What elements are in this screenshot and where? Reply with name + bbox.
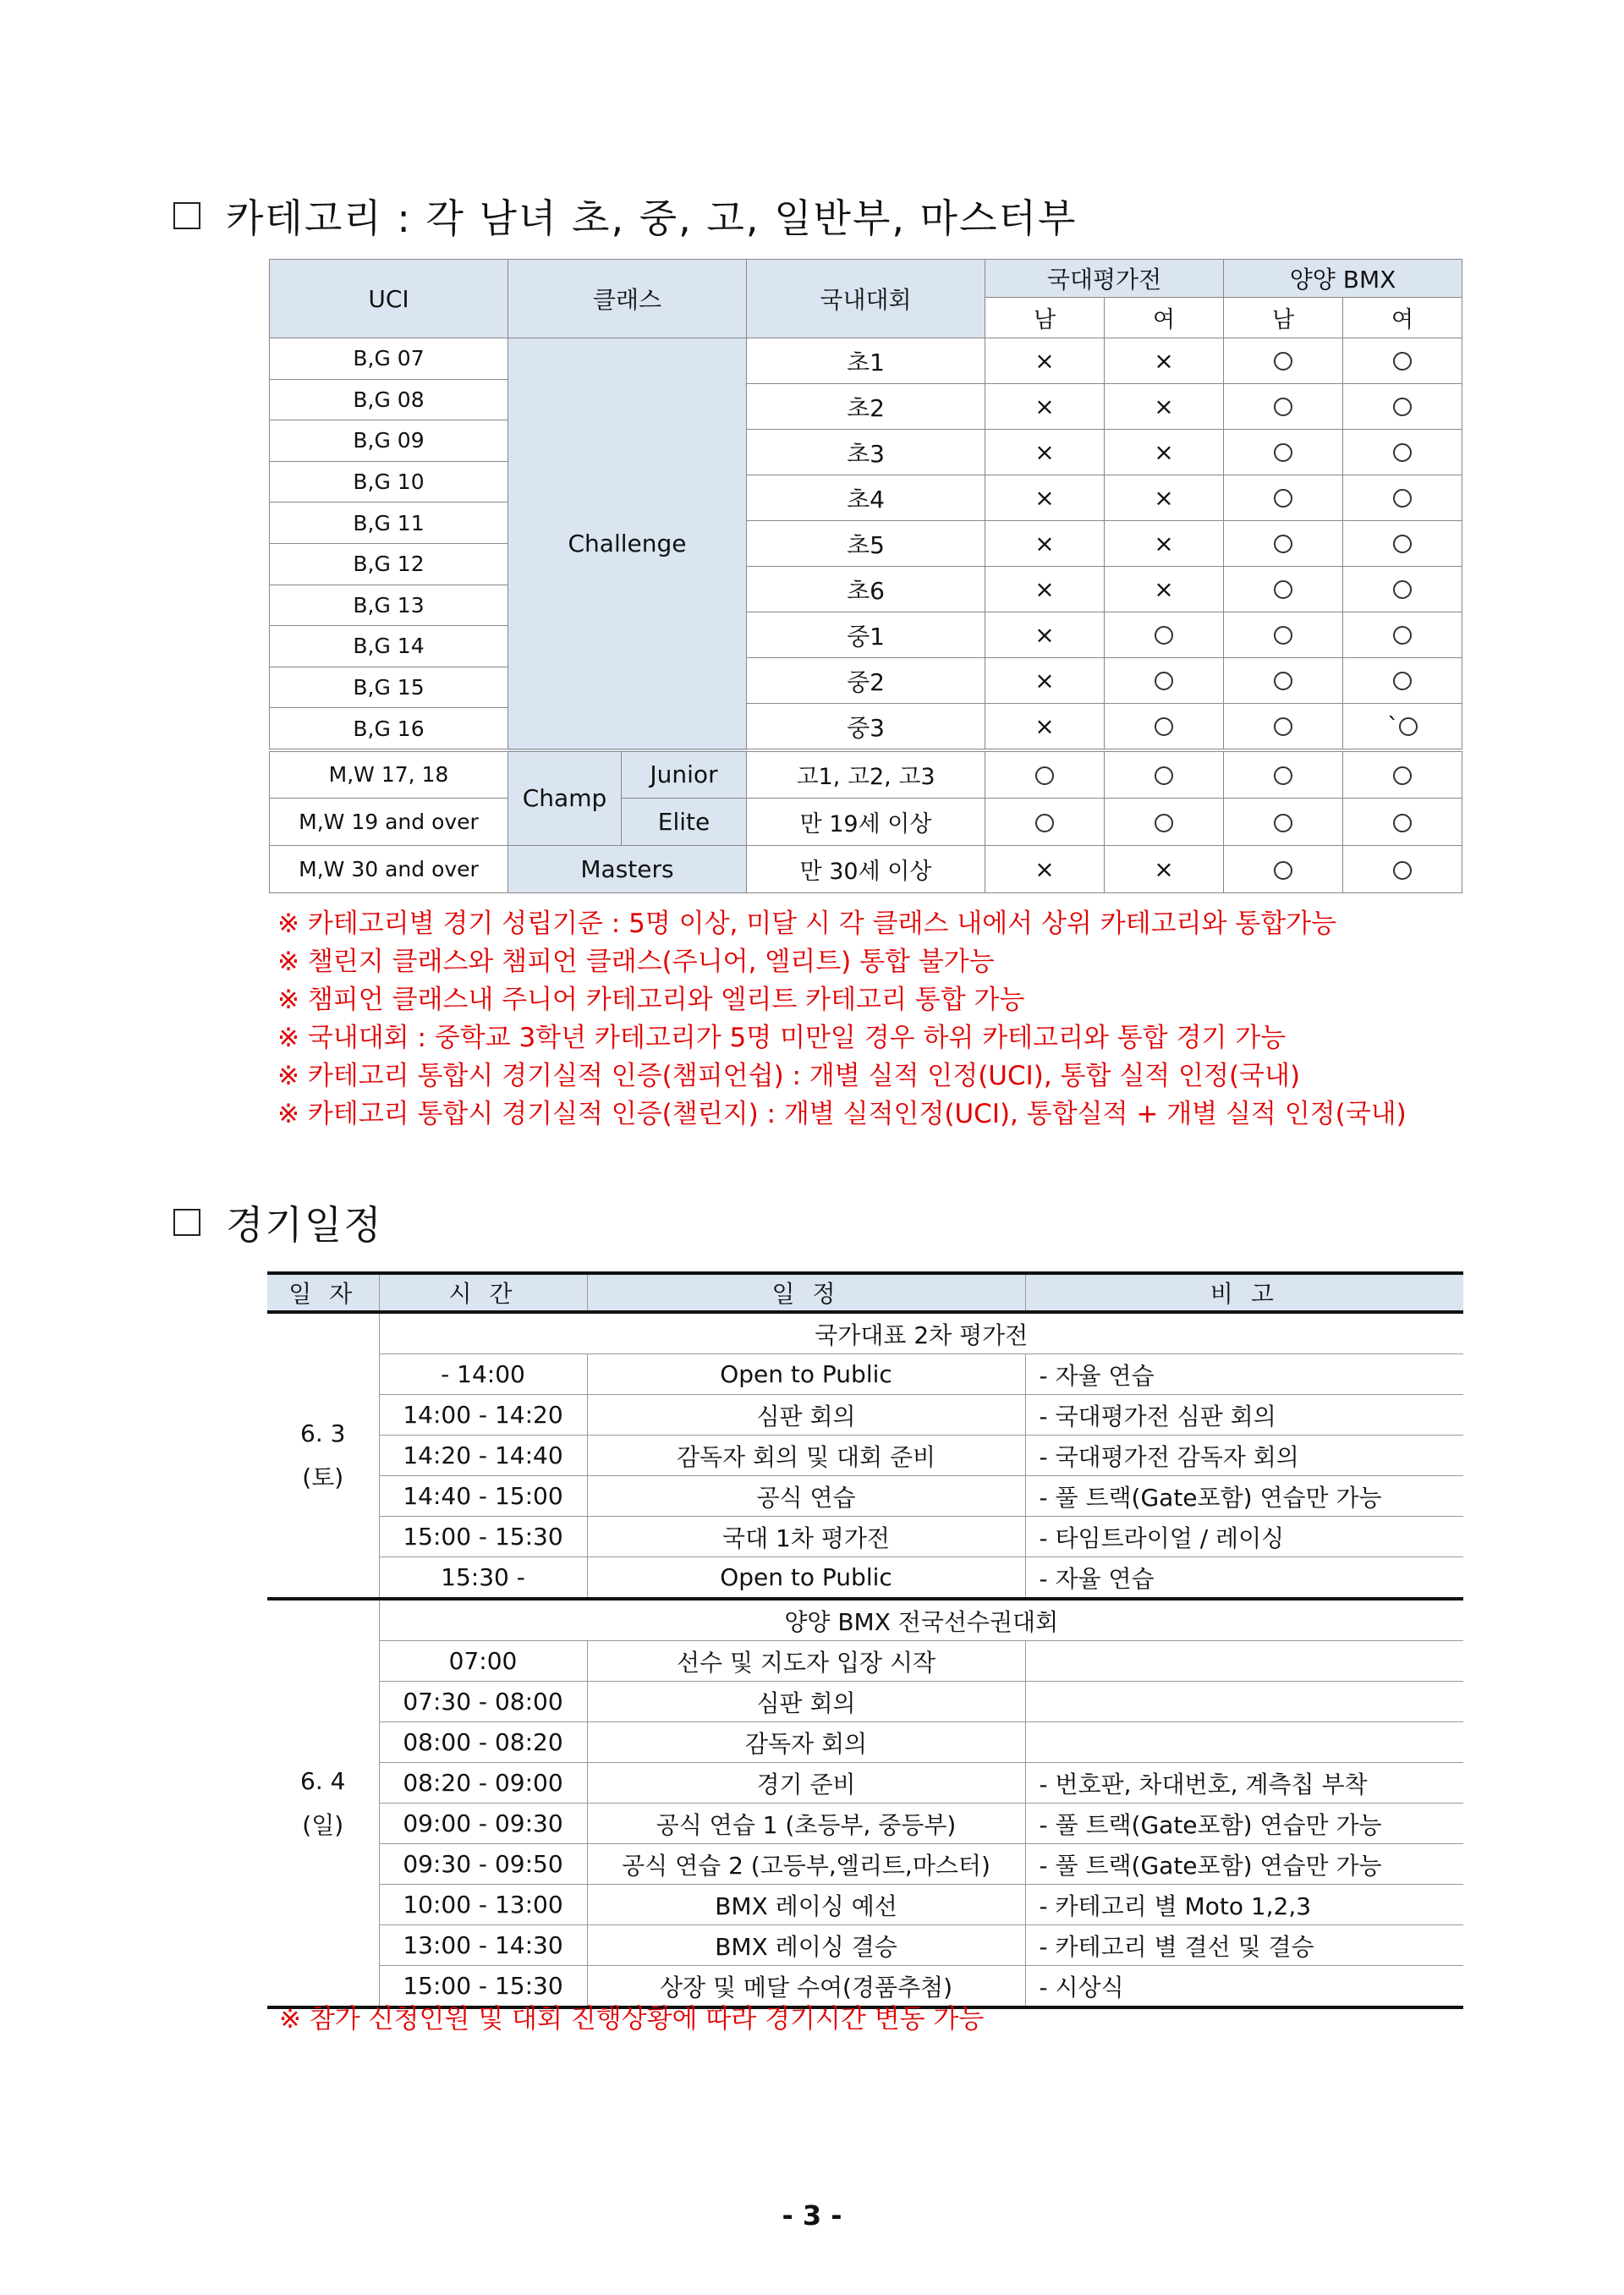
time-cell: 15:30 - <box>379 1557 587 1600</box>
circle-mark <box>1393 489 1412 508</box>
checkbox-icon <box>173 1209 200 1236</box>
circle-mark <box>1035 766 1054 785</box>
mark-cell <box>1105 845 1224 892</box>
circle-mark <box>1393 443 1412 462</box>
cross-mark: × <box>1154 484 1174 512</box>
note-cell: - 국대평가전 감독자 회의 <box>1025 1436 1463 1476</box>
mark-cell <box>1105 338 1223 384</box>
event-cell: 경기 준비 <box>587 1763 1025 1804</box>
circle-mark <box>1393 672 1412 690</box>
cross-mark: × <box>1034 484 1055 512</box>
mark-cell <box>1105 612 1223 658</box>
mark-cell <box>1343 658 1462 704</box>
mark-column <box>1105 338 1224 751</box>
circle-mark <box>1274 580 1292 599</box>
uci-cell: B,G 14 <box>270 626 508 667</box>
mark-cell <box>985 750 1105 798</box>
champ-class-cell: Champ <box>508 750 622 845</box>
mark-cell <box>985 845 1105 892</box>
header-date: 일 자 <box>267 1273 379 1312</box>
event-cell: BMX 레이싱 결승 <box>587 1925 1025 1966</box>
schedule-note <box>279 2001 984 2039</box>
schedule-row <box>267 1436 1463 1476</box>
mark-cell <box>985 338 1104 384</box>
mark-cell <box>1343 338 1462 384</box>
note-cell: - 시상식 <box>1025 1966 1463 2008</box>
checkbox-icon <box>173 202 200 229</box>
junior-row <box>270 750 1462 798</box>
mark-cell <box>1343 750 1462 798</box>
date-line: 6. 4 <box>300 1766 346 1795</box>
domestic-cell: 중3 <box>847 713 885 742</box>
note-line: ※ 카테고리 통합시 경기실적 인증(챌린지) : 개별 실적인정(UCI), 통합실적 + 개별 실적 인정(국내) <box>277 1099 1407 1129</box>
header-female: 여 <box>1343 298 1462 338</box>
cross-mark: × <box>1034 393 1055 420</box>
section-title-text: 경기일정 <box>226 1202 383 1248</box>
circle-mark <box>1274 717 1292 736</box>
circle-mark <box>1155 626 1173 645</box>
schedule-day-title: 국가대표 2차 평가전 <box>379 1312 1463 1354</box>
event-cell: 공식 연습 2 (고등부,엘리트,마스터) <box>587 1844 1025 1885</box>
circle-mark <box>1274 626 1292 645</box>
schedule-row <box>267 1517 1463 1557</box>
header-male: 남 <box>985 298 1105 338</box>
mark-cell <box>1105 567 1223 612</box>
schedule-row <box>267 1763 1463 1804</box>
mark-cell <box>1224 475 1342 521</box>
schedule-note-text: ※ 참가 신청인원 및 대회 진행상황에 따라 경기시간 변동 가능 <box>279 2004 985 2034</box>
note-cell: - 풀 트랙(Gate포함) 연습만 가능 <box>1025 1844 1463 1885</box>
mark-cell <box>1343 612 1462 658</box>
time-cell: 09:30 - 09:50 <box>379 1844 587 1885</box>
uci-cell: B,G 10 <box>270 462 508 503</box>
mark-cell <box>1224 338 1342 384</box>
mark-cell <box>1105 704 1223 749</box>
event-cell: BMX 레이싱 예선 <box>587 1885 1025 1925</box>
header-event: 일 정 <box>587 1273 1025 1312</box>
mark-cell <box>1343 475 1462 521</box>
mark-cell <box>1224 430 1342 475</box>
note-cell: - 카테고리 별 Moto 1,2,3 <box>1025 1885 1463 1925</box>
note-cell: - 풀 트랙(Gate포함) 연습만 가능 <box>1025 1804 1463 1844</box>
mark-cell <box>985 430 1104 475</box>
uci-cell: B,G 11 <box>270 502 508 544</box>
circle-mark <box>1155 766 1173 785</box>
schedule-row <box>267 1395 1463 1436</box>
schedule-row <box>267 1476 1463 1517</box>
circle-mark <box>1393 535 1412 553</box>
time-cell: 14:20 - 14:40 <box>379 1436 587 1476</box>
cross-mark: × <box>1034 621 1055 649</box>
section-title-category <box>173 188 1077 244</box>
cross-mark: × <box>1034 347 1055 375</box>
circle-mark <box>1393 352 1412 371</box>
header-class: 클래스 <box>508 260 747 338</box>
cross-mark: × <box>1154 347 1174 375</box>
note-line: ※ 카테고리별 경기 성립기준 : 5명 이상, 미달 시 각 클래스 내에서 상위 카테고리와 통합가능 <box>277 909 1337 939</box>
circle-mark <box>1393 398 1412 416</box>
mark-column <box>1224 338 1343 751</box>
cross-mark: × <box>1154 854 1174 883</box>
note-cell: - 자율 연습 <box>1025 1354 1463 1395</box>
mark-cell <box>1343 521 1462 567</box>
elite-row <box>270 798 1462 845</box>
circle-mark <box>1399 717 1418 736</box>
circle-mark <box>1274 489 1292 508</box>
mark-cell <box>1105 475 1223 521</box>
circle-mark <box>1035 814 1054 832</box>
mark-column <box>985 338 1105 751</box>
section-title-text: 카테고리 : 각 남녀 초, 중, 고, 일반부, 마스터부 <box>226 195 1078 241</box>
note-cell: - 번호판, 차대번호, 계측칩 부착 <box>1025 1763 1463 1804</box>
schedule-date-cell <box>267 1312 379 1599</box>
cross-mark: × <box>1154 575 1174 603</box>
time-cell: 08:00 - 08:20 <box>379 1722 587 1763</box>
event-cell: Open to Public <box>587 1354 1025 1395</box>
schedule-row <box>267 1557 1463 1600</box>
cross-mark: × <box>1034 854 1055 883</box>
circle-mark <box>1274 443 1292 462</box>
challenge-class-cell: Challenge <box>508 338 747 751</box>
uci-cell: B,G 13 <box>270 585 508 627</box>
day-line: (일) <box>302 1810 344 1839</box>
schedule-date-cell <box>267 1599 379 2007</box>
time-cell: 14:40 - 15:00 <box>379 1476 587 1517</box>
schedule-row <box>267 1354 1463 1395</box>
time-cell: 15:00 - 15:30 <box>379 1517 587 1557</box>
junior-class-cell: Junior <box>622 750 747 798</box>
circle-mark <box>1393 766 1412 785</box>
uci-cell: B,G 08 <box>270 380 508 421</box>
day-line: (토) <box>302 1463 344 1491</box>
cross-mark: × <box>1154 530 1174 557</box>
circle-mark <box>1274 814 1292 832</box>
challenge-block <box>270 338 1462 751</box>
mark-cell <box>1224 798 1343 845</box>
mark-cell <box>985 521 1104 567</box>
mark-cell <box>1105 521 1223 567</box>
circle-mark <box>1274 352 1292 371</box>
uci-cell: M,W 19 and over <box>270 798 508 845</box>
uci-cell: M,W 30 and over <box>270 845 508 892</box>
circle-mark <box>1393 626 1412 645</box>
note-cell: - 타임트라이얼 / 레이싱 <box>1025 1517 1463 1557</box>
uci-column <box>270 338 508 751</box>
uci-cell: B,G 09 <box>270 420 508 462</box>
time-cell: 15:00 - 15:30 <box>379 1966 587 2008</box>
schedule-row <box>267 1641 1463 1682</box>
cross-mark: × <box>1034 530 1055 557</box>
mark-cell <box>1224 704 1342 749</box>
schedule-row <box>267 1885 1463 1925</box>
uci-cell: B,G 15 <box>270 667 508 709</box>
circle-mark <box>1274 672 1292 690</box>
backtick-mark: ` <box>1387 712 1399 740</box>
uci-cell: B,G 12 <box>270 544 508 585</box>
schedule-row <box>267 1722 1463 1763</box>
mark-cell <box>985 704 1104 749</box>
note-cell: - 카테고리 별 결선 및 결승 <box>1025 1925 1463 1966</box>
circle-mark <box>1155 672 1173 690</box>
mark-cell <box>1105 658 1223 704</box>
mark-cell <box>985 612 1104 658</box>
domestic-cell: 초1 <box>747 338 985 384</box>
uci-cell: M,W 17, 18 <box>270 750 508 798</box>
time-cell: 09:00 - 09:30 <box>379 1804 587 1844</box>
note-cell <box>1025 1722 1463 1763</box>
header-yangyang: 양양 BMX <box>1224 260 1462 298</box>
mark-cell <box>1343 430 1462 475</box>
circle-mark <box>1155 814 1173 832</box>
section-title-schedule <box>173 1194 383 1250</box>
cross-mark: × <box>1034 712 1055 740</box>
schedule-day-title-row <box>267 1599 1463 1641</box>
mark-cell <box>1343 798 1462 845</box>
note-cell: - 풀 트랙(Gate포함) 연습만 가능 <box>1025 1476 1463 1517</box>
header-domestic: 국내대회 <box>747 260 985 338</box>
time-cell: 07:00 <box>379 1641 587 1682</box>
time-cell: - 14:00 <box>379 1354 587 1395</box>
note-cell <box>1025 1682 1463 1722</box>
schedule-row <box>267 1925 1463 1966</box>
circle-mark <box>1393 814 1412 832</box>
circle-mark <box>1393 580 1412 599</box>
circle-mark <box>1393 861 1412 880</box>
note-cell <box>1025 1641 1463 1682</box>
mark-cell <box>1105 430 1223 475</box>
date-line: 6. 3 <box>300 1419 346 1447</box>
note-cell: - 국대평가전 심판 회의 <box>1025 1395 1463 1436</box>
event-cell: Open to Public <box>587 1557 1025 1600</box>
cross-mark: × <box>1034 667 1055 695</box>
domestic-cell: 중1 <box>747 612 985 658</box>
header-female: 여 <box>1105 298 1224 338</box>
event-cell: 공식 연습 <box>587 1476 1025 1517</box>
circle-mark <box>1274 766 1292 785</box>
mark-cell <box>985 567 1104 612</box>
note-line: ※ 챔피언 클래스내 주니어 카테고리와 엘리트 카테고리 통합 가능 <box>277 985 1025 1015</box>
header-male: 남 <box>1224 298 1343 338</box>
schedule-row <box>267 1844 1463 1885</box>
circle-mark <box>1274 861 1292 880</box>
circle-mark <box>1274 398 1292 416</box>
schedule-header-row <box>267 1273 1463 1312</box>
event-cell: 심판 회의 <box>587 1682 1025 1722</box>
mark-cell <box>1224 750 1343 798</box>
cross-mark: × <box>1154 438 1174 466</box>
note-line: ※ 국내대회 : 중학교 3학년 카테고리가 5명 미만일 경우 하위 카테고리와 통합 경기 가능 <box>277 1023 1287 1053</box>
circle-mark <box>1274 535 1292 553</box>
mark-cell <box>1224 567 1342 612</box>
schedule-table <box>267 1271 1463 2009</box>
domestic-cell: 초6 <box>747 567 985 612</box>
uci-cell: B,G 16 <box>353 716 425 741</box>
masters-class-cell: Masters <box>508 845 747 892</box>
domestic-cell: 초5 <box>747 521 985 567</box>
event-cell: 감독자 회의 및 대회 준비 <box>587 1436 1025 1476</box>
domestic-column <box>747 338 985 751</box>
mark-cell <box>1105 750 1224 798</box>
cross-mark: × <box>1034 575 1055 603</box>
schedule-day-title: 양양 BMX 전국선수권대회 <box>379 1599 1463 1641</box>
category-notes <box>277 905 1407 1134</box>
time-cell: 07:30 - 08:00 <box>379 1682 587 1722</box>
category-table <box>269 259 1462 893</box>
mark-cell <box>1105 798 1224 845</box>
header-uci: UCI <box>270 260 508 338</box>
mark-column <box>1343 338 1462 751</box>
header-note: 비 고 <box>1025 1273 1463 1312</box>
mark-cell <box>1224 384 1342 430</box>
mark-cell <box>1224 521 1342 567</box>
uci-cell: B,G 07 <box>270 338 508 380</box>
domestic-cell: 만 30세 이상 <box>747 845 985 892</box>
masters-row <box>270 845 1462 892</box>
cross-mark: × <box>1154 393 1174 420</box>
time-cell: 08:20 - 09:00 <box>379 1763 587 1804</box>
domestic-cell: 초3 <box>747 430 985 475</box>
mark-cell <box>985 798 1105 845</box>
note-line: ※ 카테고리 통합시 경기실적 인증(챔피언쉽) : 개별 실적 인정(UCI), 통합 실적 인정(국내) <box>277 1061 1301 1091</box>
event-cell: 선수 및 지도자 입장 시작 <box>587 1641 1025 1682</box>
header-national: 국대평가전 <box>985 260 1224 298</box>
time-cell: 13:00 - 14:30 <box>379 1925 587 1966</box>
event-cell: 상장 및 메달 수여(경품추첨) <box>587 1966 1025 2008</box>
domestic-cell: 만 19세 이상 <box>747 798 985 845</box>
mark-cell <box>1343 567 1462 612</box>
mark-cell <box>1343 845 1462 892</box>
domestic-cell: 초4 <box>747 475 985 521</box>
header-time: 시 간 <box>379 1273 587 1312</box>
schedule-row <box>267 1682 1463 1722</box>
mark-cell <box>985 384 1104 430</box>
domestic-cell: 고1, 고2, 고3 <box>747 750 985 798</box>
mark-cell <box>1224 612 1342 658</box>
time-cell: 10:00 - 13:00 <box>379 1885 587 1925</box>
mark-cell <box>1343 704 1462 749</box>
elite-class-cell: Elite <box>622 798 747 845</box>
note-line: ※ 챌린지 클래스와 챔피언 클래스(주니어, 엘리트) 통합 불가능 <box>277 947 995 977</box>
time-cell: 14:00 - 14:20 <box>379 1395 587 1436</box>
circle-mark <box>1155 717 1173 736</box>
schedule-day-title-row <box>267 1312 1463 1354</box>
event-cell: 국대 1차 평가전 <box>587 1517 1025 1557</box>
mark-cell <box>1105 384 1223 430</box>
domestic-cell: 초2 <box>747 384 985 430</box>
event-cell: 공식 연습 1 (초등부, 중등부) <box>587 1804 1025 1844</box>
schedule-row <box>267 1804 1463 1844</box>
mark-cell <box>1224 845 1343 892</box>
note-cell: - 자율 연습 <box>1025 1557 1463 1600</box>
mark-cell <box>985 658 1104 704</box>
mark-cell <box>1343 384 1462 430</box>
page-number: - 3 - <box>782 2199 842 2232</box>
cross-mark: × <box>1034 438 1055 466</box>
domestic-cell: 중2 <box>747 658 985 704</box>
mark-cell <box>1224 658 1342 704</box>
event-cell: 감독자 회의 <box>587 1722 1025 1763</box>
mark-cell <box>985 475 1104 521</box>
event-cell: 심판 회의 <box>587 1395 1025 1436</box>
